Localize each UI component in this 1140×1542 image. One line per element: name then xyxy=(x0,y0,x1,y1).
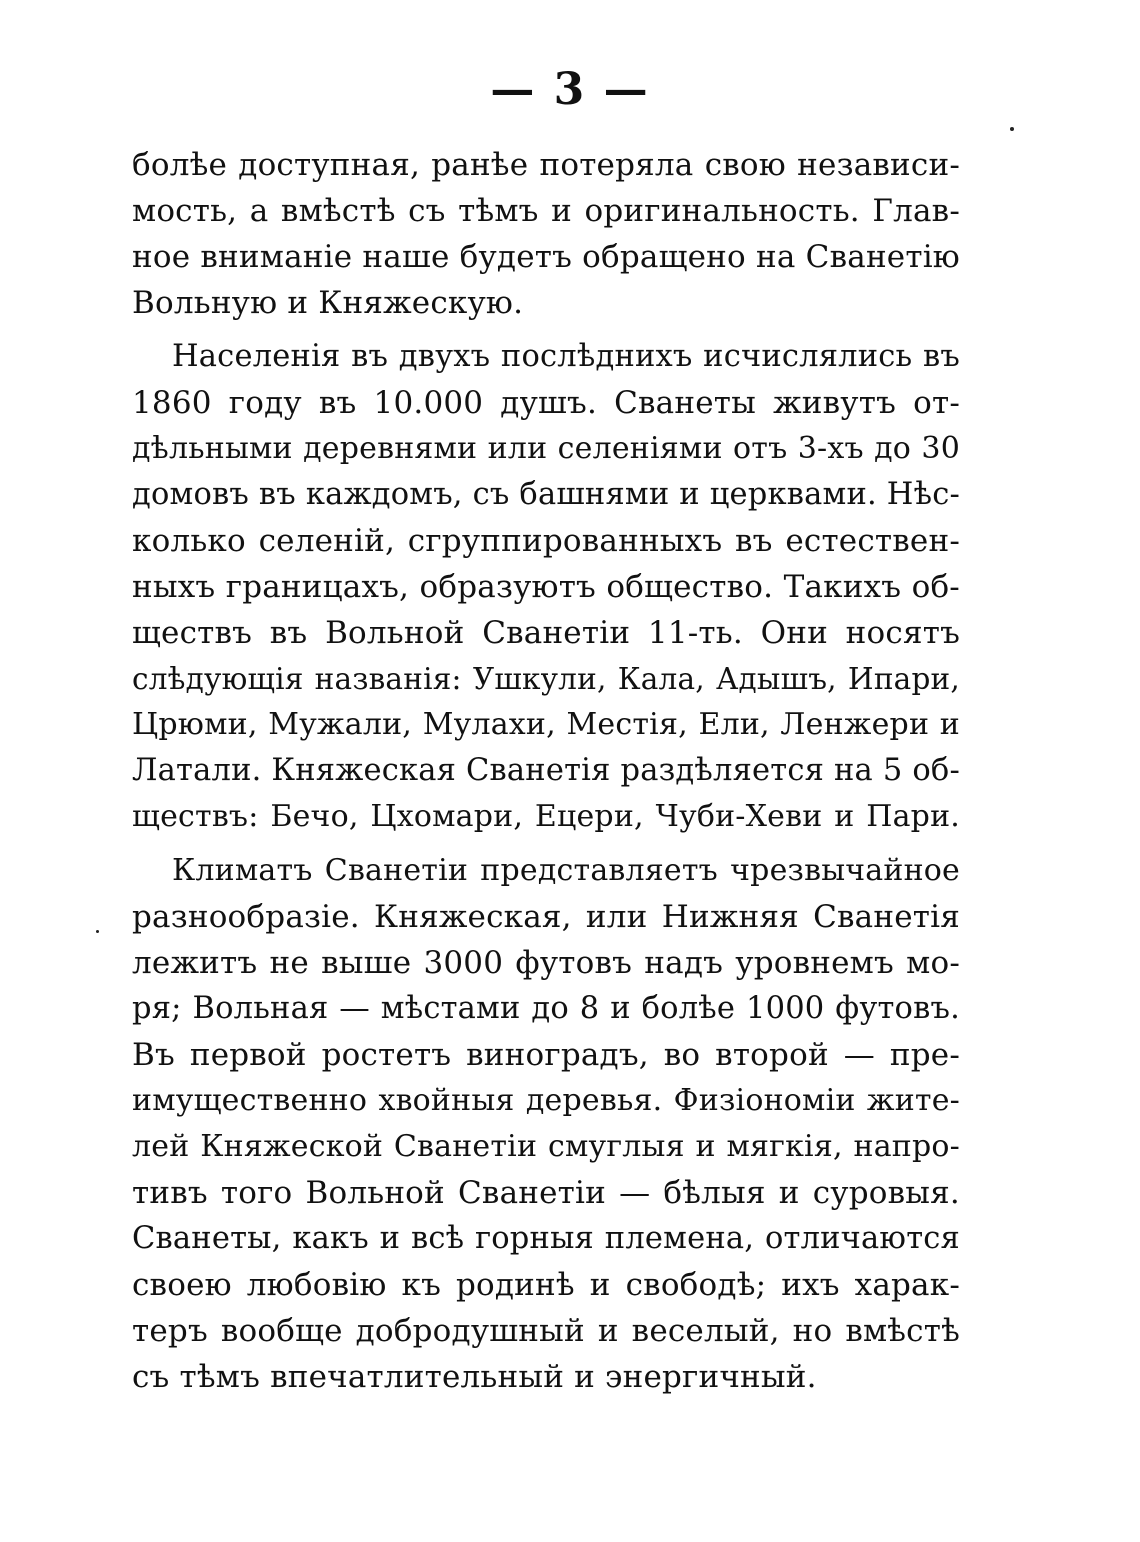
text-line: Латали. Княжеская Сванетія раздѣляется на 5 об- xyxy=(132,753,960,788)
paragraph-gap xyxy=(132,326,960,334)
text-line: мость, а вмѣстѣ съ тѣмъ и оригинальность. Глав- xyxy=(132,193,960,229)
text-line: ное вниманіе наше будетъ обращено на Сванетію xyxy=(132,239,960,275)
text-line: тивъ того Вольной Сванетіи — бѣлыя и суровыя. xyxy=(132,1175,960,1211)
text-line: 1860 году въ 10.000 душъ. Сванеты живутъ от- xyxy=(132,385,960,421)
body-text xyxy=(132,142,960,1400)
text-line: слѣдующія названія: Ушкули, Кала, Адышъ, Ипари, xyxy=(132,662,960,696)
text-line: съ тѣмъ впечатлительный и энергичный. xyxy=(132,1359,817,1395)
text-line: Населенія въ двухъ послѣднихъ исчислялись въ xyxy=(172,339,960,374)
text-line: своею любовію къ родинѣ и свободѣ; ихъ харак- xyxy=(132,1267,960,1303)
text-line: болѣе доступная, ранѣе потеряла свою независи- xyxy=(132,147,960,183)
text-line: теръ вообще добродушный и веселый, но вмѣстѣ xyxy=(132,1313,960,1349)
text-line: колько селеній, сгруппированныхъ въ естествен- xyxy=(132,523,960,559)
text-line: Сванеты, какъ и всѣ горныя племена, отличаются xyxy=(132,1221,960,1256)
text-line: Црюми, Мужали, Мулахи, Местія, Ели, Ленжери и xyxy=(132,707,960,742)
text-line: Въ первой ростетъ виноградъ, во второй — пре- xyxy=(132,1037,960,1073)
print-speck xyxy=(96,930,99,933)
text-line: лей Княжеской Сванетіи смуглыя и мягкія, напро- xyxy=(132,1129,960,1164)
paragraph-gap xyxy=(132,840,960,848)
page-number: — 3 — xyxy=(490,64,650,115)
paragraph xyxy=(132,142,960,326)
print-speck xyxy=(1010,127,1014,131)
text-line: разнообразіе. Княжеская, или Нижняя Сванетія xyxy=(132,899,960,935)
text-line: имущественно хвойныя деревья. Физіономіи жите- xyxy=(132,1083,960,1118)
text-line: лежитъ не выше 3000 футовъ надъ уровнемъ мо- xyxy=(132,945,960,981)
text-line: домовъ въ каждомъ, съ башнями и церквами. Нѣс- xyxy=(132,477,960,512)
text-line: ществъ въ Вольной Сванетіи 11-ть. Они носятъ xyxy=(132,615,960,651)
text-line: ныхъ границахъ, образуютъ общество. Такихъ об- xyxy=(132,569,960,605)
text-line: ществъ: Бечо, Цхомари, Ецери, Чуби-Хеви и Пари. xyxy=(132,799,960,834)
text-line: дѣльными деревнями или селеніями отъ 3-хъ до 30 xyxy=(132,431,960,466)
text-line: Вольную и Княжескую. xyxy=(132,285,524,321)
paragraph xyxy=(132,848,960,1400)
text-line: ря; Вольная — мѣстами до 8 и болѣе 1000 футовъ. xyxy=(132,991,960,1026)
text-line: Климатъ Сванетіи представляетъ чрезвычайное xyxy=(172,853,960,888)
paragraph xyxy=(132,334,960,840)
